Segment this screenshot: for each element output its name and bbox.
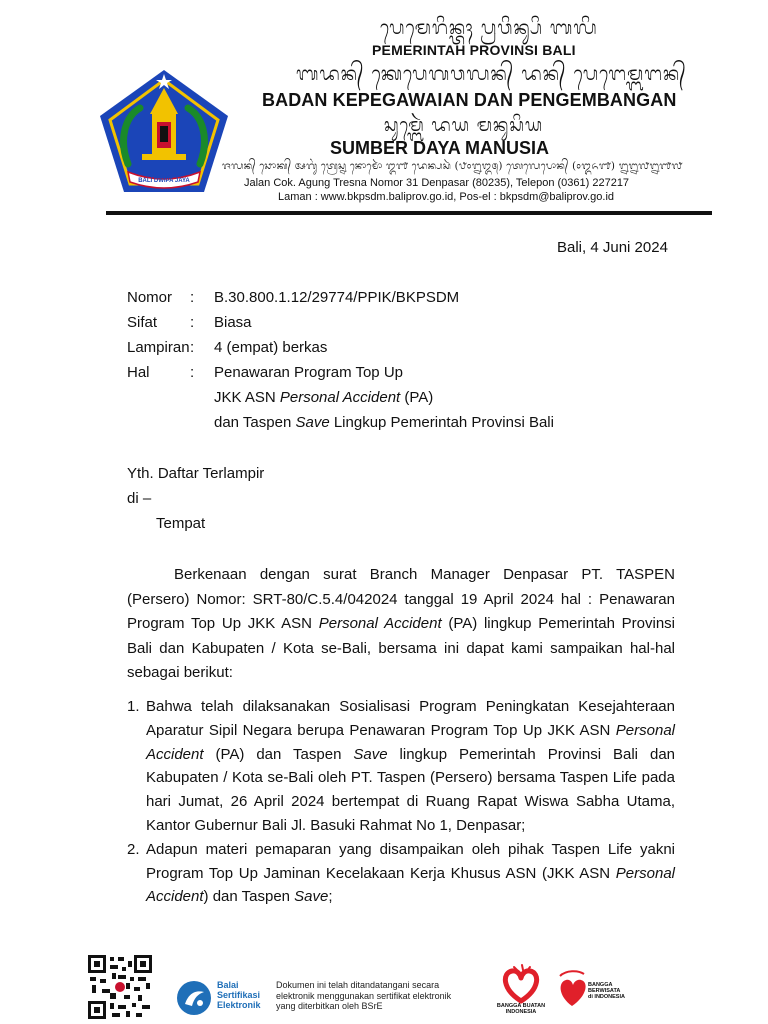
bbwi-label bbox=[588, 982, 625, 1000]
emblem-motto: BALI DWIPA JAYA bbox=[138, 178, 190, 184]
e-signature-notice bbox=[276, 980, 451, 1012]
intro-text: Berkenaan dengan surat Branch Manager Denpasar PT. TASPEN (Persero) Nomor: SRT-80/C.5.4/042024 tanggal 19 April 2024 hal : Penawaran Program Top Up JKK ASN bbox=[127, 566, 675, 632]
bbi-label-line: BANGGA BUATAN bbox=[496, 1003, 546, 1009]
addressee-di: di – bbox=[127, 490, 152, 507]
list-italic: Save bbox=[294, 888, 329, 906]
letterhead-divider bbox=[106, 211, 712, 215]
agency-address: Jalan Cok. Agung Tresna Nomor 31 Denpasar (80235), Telepon (0361) 227217 bbox=[244, 177, 630, 189]
balinese-script-line-2: ᬩᬤᬦ᭄ ᬓᬾᬧᬾᬕᬯᬮᬦ᭄ ᬤᬦ᭄ ᬧᬾᬗᬾᬫ᭄ᬩᬗᬦ᭄ bbox=[296, 63, 687, 85]
list-item bbox=[127, 838, 675, 909]
agency-web-email: Laman : www.bkpsdm.baliprov.go.id, Pos-el : bkpsdm@baliprov.go.id bbox=[278, 191, 615, 203]
bsre-logo-icon bbox=[176, 980, 212, 1016]
addressee: Yth. Daftar Terlampir bbox=[127, 465, 265, 482]
subject-italic: Save bbox=[295, 414, 330, 431]
numbered-list bbox=[127, 695, 675, 909]
agency-name-line-2: SUMBER DAYA MANUSIA bbox=[330, 138, 550, 158]
subject-italic: Personal Accident bbox=[279, 389, 401, 406]
meta-colon: : bbox=[190, 339, 195, 356]
bbi-label-line: INDONESIA bbox=[505, 1009, 537, 1015]
bsre-name-line: Elektronik bbox=[217, 1000, 261, 1010]
intro-text: (PA) lingkup Pemerintah Provinsi Bali dan Kabupaten / Kota se-Bali, bersama ini dapat kami sampaikan hal-hal sebagai berikut: bbox=[127, 615, 675, 681]
bsre-name-line: Balai bbox=[217, 980, 239, 990]
bbi-label bbox=[493, 1003, 549, 1015]
esign-line: Dokumen ini telah ditandatangani secara bbox=[276, 980, 440, 990]
subject-text: JKK ASN bbox=[214, 389, 280, 406]
esign-line: elektronik menggunakan sertifikat elektronik bbox=[276, 990, 452, 1001]
meta-colon: : bbox=[190, 364, 195, 381]
list-text: (PA) dan Taspen bbox=[203, 745, 354, 763]
bsre-name-line: Sertifikasi bbox=[217, 990, 261, 1000]
subject-line-3 bbox=[214, 411, 554, 435]
list-italic: Personal Accident bbox=[146, 721, 675, 763]
balinese-script-line-3: ᬲᬸᬫ᭄ᬩᬾᬃ ᬤᬬ ᬫᬦᬸᬲᬶᬬ bbox=[384, 115, 544, 136]
esign-line: yang diterbitkan oleh BSrE bbox=[276, 1001, 383, 1011]
government-name: PEMERINTAH PROVINSI BALI bbox=[372, 42, 576, 58]
letter-date: Bali, 4 Juni 2024 bbox=[557, 239, 668, 256]
list-italic: Personal Accident bbox=[146, 864, 675, 906]
subject-text: (PA) bbox=[400, 389, 434, 406]
list-text: lingkup Pemerintah Provinsi Bali dan Kabupaten / Kota se-Bali oleh PT. Taspen (Persero) bersama Taspen Life pada hari Jumat, 26 April 2024 bertempat di Ruang Rapat Wiswa Sabha Utama, Kantor Gubernur Bali Jl. Basuki Rahmat No 1, Denpasar; bbox=[146, 745, 676, 834]
qr-code-icon bbox=[88, 955, 152, 1019]
balinese-script-address: ᬚᬮᬦ᭄ ᬘᭀᬓ᭄ ᬅᬕᬸᬂ ᬢ᭄ᬭᬾᬲ᭄ᬦ ᬦᭀᬫᭀᬃ ᭓᭑ ᬤᬾᬦ᭄ᬧᬲᬃ (᭘᭐᭒᭓᭕) ᬢᬾᬮᬾᬧᭀᬦ᭄ (᭐᭓᭖᭑) ᭒᭒᭗᭒᭑᭗ bbox=[222, 161, 683, 172]
list-text: Adapun materi pemaparan yang disampaikan oleh pihak Taspen Life yakni Program Top Up Jaminan Kecelakaan Kerja Khusus ASN (JKK ASN bbox=[146, 840, 675, 882]
subject-text: dan Taspen bbox=[214, 414, 296, 431]
meta-value-hal: Penawaran Program Top Up bbox=[214, 364, 403, 381]
addressee-place: Tempat bbox=[156, 515, 206, 532]
list-item bbox=[127, 695, 675, 838]
meta-label-sifat: Sifat bbox=[127, 314, 158, 331]
agency-name-line-1: BADAN KEPEGAWAIAN DAN PENGEMBANGAN bbox=[262, 90, 677, 110]
meta-colon: : bbox=[190, 314, 195, 331]
meta-colon: : bbox=[190, 289, 195, 306]
list-italic: Save bbox=[353, 745, 388, 763]
subject-line-2 bbox=[214, 386, 433, 410]
list-item-number: 1. bbox=[127, 698, 140, 715]
bbwi-label-line: BERWISATA bbox=[588, 988, 621, 994]
subject-text: Lingkup Pemerintah Provinsi Bali bbox=[329, 414, 554, 431]
list-text: ) dan Taspen bbox=[203, 888, 295, 906]
bbwi-label-line: BANGGA bbox=[588, 982, 613, 988]
intro-paragraph bbox=[127, 563, 675, 686]
bsre-name bbox=[217, 980, 261, 1010]
bbwi-label-line: di INDONESIA bbox=[588, 994, 625, 1000]
intro-italic: Personal Accident bbox=[318, 615, 442, 632]
balinese-script-line-1: ᬧᬾᬫᬾᬭᬶᬦ᭄ᬢᬄ ᬧ᭄ᬭᬯᬶᬦ᭄ᬲᬶ ᬩᬮᬶ bbox=[380, 17, 598, 39]
bali-province-emblem-icon bbox=[98, 68, 230, 196]
meta-label-lampiran: Lampiran bbox=[127, 339, 190, 356]
meta-value-sifat: Biasa bbox=[214, 314, 252, 331]
list-text: ; bbox=[328, 888, 333, 906]
meta-value-nomor: B.30.800.1.12/29774/PPIK/BKPSDM bbox=[214, 289, 460, 306]
meta-label-hal: Hal bbox=[127, 364, 150, 381]
list-item-number: 2. bbox=[127, 840, 140, 858]
meta-label-nomor: Nomor bbox=[127, 289, 173, 306]
meta-value-lampiran: 4 (empat) berkas bbox=[214, 339, 328, 356]
list-text: Bahwa telah dilaksanakan Sosialisasi Program Peningkatan Kesejahteraan Aparatur Sipil Negara berupa Penawaran Program Top Up JKK ASN bbox=[146, 698, 675, 739]
